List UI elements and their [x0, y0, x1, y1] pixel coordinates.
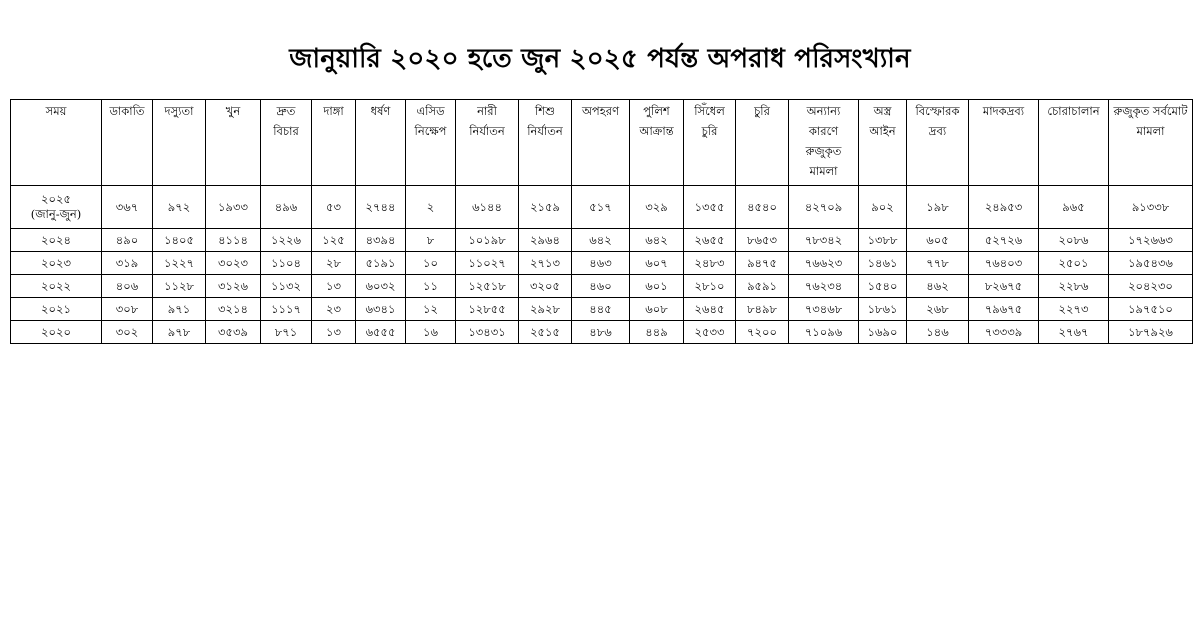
table-cell: ৮৬৫৩	[736, 229, 789, 252]
table-cell: ৪৯০	[102, 229, 153, 252]
table-cell: ৬০৩২	[356, 275, 406, 298]
column-header: চোরাচালান	[1039, 100, 1109, 186]
period-year: ২০২০	[41, 324, 71, 339]
table-cell: ২৬৫৫	[684, 229, 736, 252]
crime-statistics-table	[10, 99, 1193, 344]
table-cell: ৬০১	[630, 275, 684, 298]
table-cell: ৩০৮	[102, 298, 153, 321]
table-cell: ১২২৬	[261, 229, 312, 252]
table-cell: ২৫১৫	[519, 321, 572, 344]
column-header: রুজুকৃত সর্বমোট মামলা	[1109, 100, 1193, 186]
table-cell: ৬৩৪১	[356, 298, 406, 321]
table-cell: ৭৩৪৬৮	[789, 298, 859, 321]
table-cell: ৫২৭২৬	[969, 229, 1039, 252]
table-cell: ২৪৯৫৩	[969, 186, 1039, 229]
table-cell: ১৯৮	[907, 186, 969, 229]
table-cell: ১১১৭	[261, 298, 312, 321]
table-row	[11, 275, 1193, 298]
table-cell: ৬০৫	[907, 229, 969, 252]
table-cell: ৪৮৬	[572, 321, 630, 344]
column-header: পুলিশ আক্রান্ত	[630, 100, 684, 186]
table-cell: ৩৬৭	[102, 186, 153, 229]
table-cell: ৩২৯	[630, 186, 684, 229]
table-cell: ১২৮৫৫	[456, 298, 519, 321]
table-cell: ৪০৬	[102, 275, 153, 298]
table-header	[11, 100, 1193, 186]
column-header: অস্ত্র আইন	[859, 100, 907, 186]
table-cell: ১৫৪০	[859, 275, 907, 298]
table-cell: ৩০২	[102, 321, 153, 344]
column-header: নারী নির্যাতন	[456, 100, 519, 186]
table-cell: ২৭৬৭	[1039, 321, 1109, 344]
table-cell: ১২২৭	[153, 252, 206, 275]
table-cell: ১৯৭৫১০	[1109, 298, 1193, 321]
period-year: ২০২২	[41, 278, 71, 293]
table-cell: ৪৯৬	[261, 186, 312, 229]
table-cell: ১৬	[406, 321, 456, 344]
period-cell	[11, 298, 102, 321]
period-cell	[11, 321, 102, 344]
table-cell: ২৭৪৪	[356, 186, 406, 229]
table-cell: ৪৬০	[572, 275, 630, 298]
table-cell: ১২৫১৮	[456, 275, 519, 298]
table-cell: ৯৬৫	[1039, 186, 1109, 229]
table-cell: ১৯৫৪৩৬	[1109, 252, 1193, 275]
table-cell: ৭৬৪০৩	[969, 252, 1039, 275]
column-header: দ্রুত বিচার	[261, 100, 312, 186]
column-header: বিস্ফোরক দ্রব্য	[907, 100, 969, 186]
table-cell: ৩৫৩৯	[206, 321, 261, 344]
table-cell: ১১	[406, 275, 456, 298]
table-cell: ৪৬৩	[572, 252, 630, 275]
table-cell: ৮২৬৭৫	[969, 275, 1039, 298]
table-row	[11, 229, 1193, 252]
table-cell: ৭৭৮	[907, 252, 969, 275]
table-cell: ২৩	[312, 298, 356, 321]
table-cell: ১৬৯০	[859, 321, 907, 344]
table-cell: ২৬৮	[907, 298, 969, 321]
period-year: ২০২৪	[41, 232, 71, 247]
column-header: মাদকদ্রব্য	[969, 100, 1039, 186]
table-cell: ৫১৯১	[356, 252, 406, 275]
table-cell: ১১২৮	[153, 275, 206, 298]
period-cell	[11, 275, 102, 298]
table-cell: ১৩	[312, 321, 356, 344]
table-cell: ৮৭১	[261, 321, 312, 344]
table-cell: ৪৪৯	[630, 321, 684, 344]
table-cell: ৭৮৩৪২	[789, 229, 859, 252]
table-cell: ২৬৪৫	[684, 298, 736, 321]
table-cell: ১৩৪৩১	[456, 321, 519, 344]
table-cell: ২২৮৬	[1039, 275, 1109, 298]
period-year: ২০২১	[41, 301, 71, 316]
table-cell: ৪২৭০৯	[789, 186, 859, 229]
table-cell: ১৭২৬৬৩	[1109, 229, 1193, 252]
table-cell: ২৯২৮	[519, 298, 572, 321]
period-cell	[11, 229, 102, 252]
table-cell: ১৩	[312, 275, 356, 298]
table-cell: ২০৮৬	[1039, 229, 1109, 252]
table-cell: ৯০২	[859, 186, 907, 229]
column-header: ডাকাতি	[102, 100, 153, 186]
table-cell: ৭১০৯৬	[789, 321, 859, 344]
column-header: শিশু নির্যাতন	[519, 100, 572, 186]
table-cell: ৫১৭	[572, 186, 630, 229]
period-year: ২০২৫	[41, 192, 71, 206]
table-cell: ৪৬২	[907, 275, 969, 298]
period-cell	[11, 252, 102, 275]
column-header: অন্যান্য কারণে রুজুকৃত মামলা	[789, 100, 859, 186]
table-cell: ৪১১৪	[206, 229, 261, 252]
period-cell	[11, 186, 102, 229]
table-cell: ২০৪২৩০	[1109, 275, 1193, 298]
column-header: সিঁধেল চুরি	[684, 100, 736, 186]
column-header: খুন	[206, 100, 261, 186]
table-cell: ৯১৩৩৮	[1109, 186, 1193, 229]
table-cell: ১০১৯৮	[456, 229, 519, 252]
table-cell: ৭৬২৩৪	[789, 275, 859, 298]
table-cell: ৬০৮	[630, 298, 684, 321]
table-cell: ৬৪২	[630, 229, 684, 252]
table-cell: ৩২১৪	[206, 298, 261, 321]
table-cell: ১৩৮৮	[859, 229, 907, 252]
table-cell: ৬৫৫৫	[356, 321, 406, 344]
table-row	[11, 252, 1193, 275]
table-cell: ১১৩২	[261, 275, 312, 298]
table-cell: ৭৩৩৩৯	[969, 321, 1039, 344]
table-cell: ১৯৩৩	[206, 186, 261, 229]
table-cell: ৬১৪৪	[456, 186, 519, 229]
table-cell: ২৮	[312, 252, 356, 275]
column-header: সময়	[11, 100, 102, 186]
table-row	[11, 186, 1193, 229]
table-cell: ১৪০৫	[153, 229, 206, 252]
table-cell: ১৮৬১	[859, 298, 907, 321]
table-cell: ৬৪২	[572, 229, 630, 252]
table-cell: ৮	[406, 229, 456, 252]
table-cell: ৫৩	[312, 186, 356, 229]
table-cell: ৯৪৭৫	[736, 252, 789, 275]
table-cell: ৯৭১	[153, 298, 206, 321]
table-cell: ২৯৬৪	[519, 229, 572, 252]
table-row	[11, 321, 1193, 344]
table-cell: ১৪৬	[907, 321, 969, 344]
table-cell: ১১০৪	[261, 252, 312, 275]
page-title: জানুয়ারি ২০২০ হতে জুন ২০২৫ পর্যন্ত অপরাধ পরিসংখ্যান	[289, 44, 911, 74]
table-cell: ২৫০১	[1039, 252, 1109, 275]
table-cell: ৩২০৫	[519, 275, 572, 298]
table-cell: ২৫৩৩	[684, 321, 736, 344]
table-cell: ২৮১০	[684, 275, 736, 298]
column-header: দাঙ্গা	[312, 100, 356, 186]
table-cell: ২১৫৯	[519, 186, 572, 229]
table-cell: ১৮৭৯২৬	[1109, 321, 1193, 344]
table-cell: ৭৯৬৭৫	[969, 298, 1039, 321]
table-cell: ৯৫৯১	[736, 275, 789, 298]
table-cell: ২৪৮৩	[684, 252, 736, 275]
table-cell: ১০	[406, 252, 456, 275]
table-cell: ৩০২৩	[206, 252, 261, 275]
table-cell: ৬০৭	[630, 252, 684, 275]
column-header: এসিড নিক্ষেপ	[406, 100, 456, 186]
table-cell: ৮৪৯৮	[736, 298, 789, 321]
table-cell: ৩১৯	[102, 252, 153, 275]
table-cell: ৪৪৫	[572, 298, 630, 321]
column-header: অপহরণ	[572, 100, 630, 186]
period-year: ২০২৩	[41, 255, 71, 270]
column-header: দস্যুতা	[153, 100, 206, 186]
table-cell: ৯৭৮	[153, 321, 206, 344]
table-row	[11, 298, 1193, 321]
table-cell: ২৭১৩	[519, 252, 572, 275]
table-cell: ৭৬৬২৩	[789, 252, 859, 275]
table-cell: ৩১২৬	[206, 275, 261, 298]
table-cell: ১৪৬১	[859, 252, 907, 275]
table-cell: ১২	[406, 298, 456, 321]
table-cell: ৯৭২	[153, 186, 206, 229]
table-cell: ৭২০০	[736, 321, 789, 344]
table-cell: ৪৩৯৪	[356, 229, 406, 252]
column-header: চুরি	[736, 100, 789, 186]
table-cell: ১১০২৭	[456, 252, 519, 275]
table-cell: ২২৭৩	[1039, 298, 1109, 321]
period-note: (জানু-জুন)	[30, 207, 82, 221]
table-cell: ১২৫	[312, 229, 356, 252]
table-body	[11, 186, 1193, 344]
table-cell: ১৩৫৫	[684, 186, 736, 229]
table-cell: ২	[406, 186, 456, 229]
column-header: ধর্ষণ	[356, 100, 406, 186]
table-cell: ৪৫৪০	[736, 186, 789, 229]
header-row	[11, 100, 1193, 186]
